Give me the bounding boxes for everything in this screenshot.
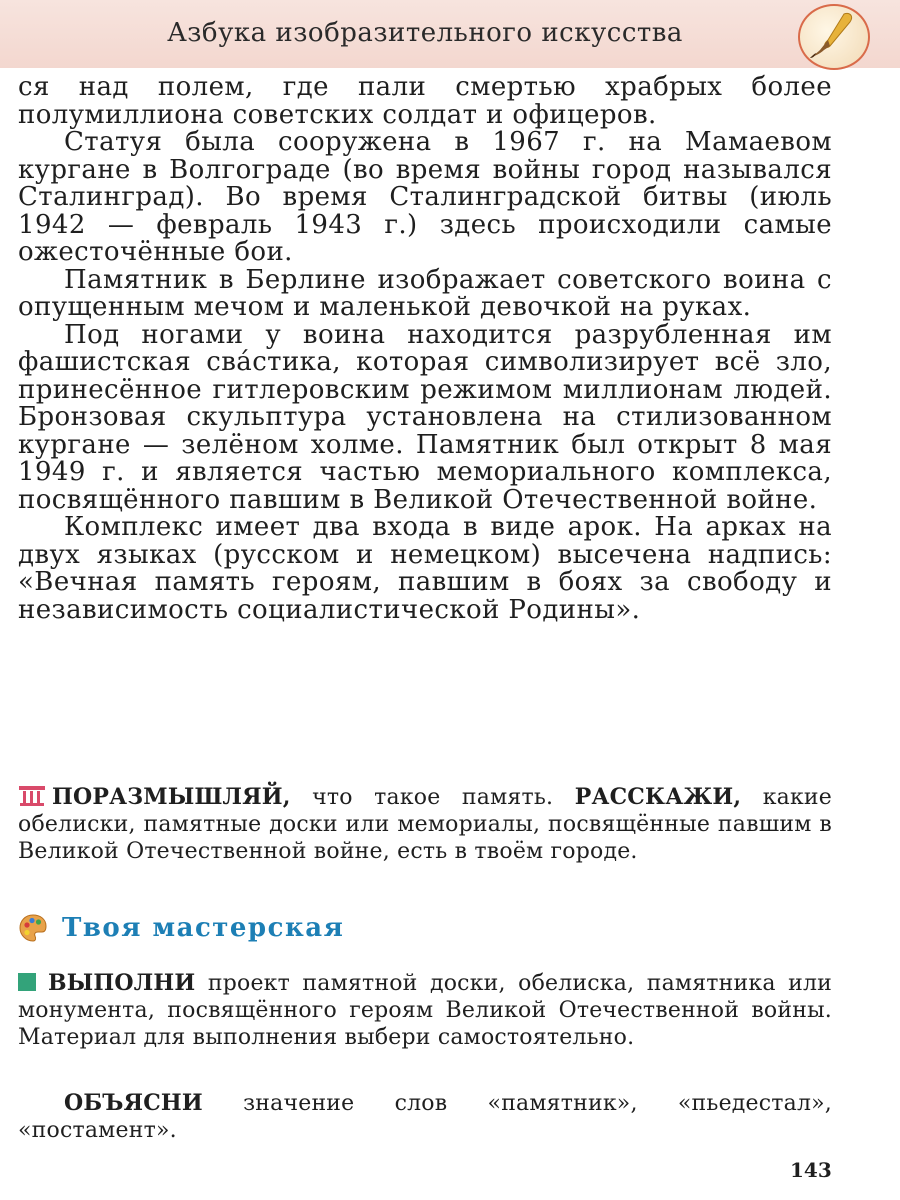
green-square-icon <box>18 973 36 991</box>
paragraph: Под ногами у воина находится разрубленная им фашистская сва́стика, которая символизирует всё зло, принесённое гитлеровским режимом миллионам людей. Бронзовая скульптура установлена на стилизованном кургане — зелёном холме. Памятник был открыт 8 мая 1949 г. и является частью мемориального комплекса, посвящённого павшим в Великой Отечественной войне. <box>18 319 832 515</box>
explain-text: значение слов «памятник», «пьедестал», «постамент». <box>18 1091 832 1143</box>
palette-icon <box>18 913 48 943</box>
workshop-title: Твоя мастерская <box>62 913 345 943</box>
explain-lead: ОБЪЯСНИ <box>64 1090 203 1116</box>
paragraph: Комплекс имеет два входа в виде арок. На арках на двух языках (русском и немецком) высечена надпись: «Вечная память героям, павшим в боях за свободу и независимость социалистической Родины». <box>18 512 832 625</box>
paragraph: Памятник в Берлине изображает советского воина с опущенным мечом и маленькой девочкой на руках. <box>18 264 832 322</box>
think-lead: ПОРАЗМЫШЛЯЙ, <box>52 784 291 810</box>
think-text: что такое память. <box>290 785 575 810</box>
tell-text: какие обелиски, памятные доски или мемориалы, посвящённые павшим в Великой Отечественной войне, есть в твоём городе. <box>18 785 832 864</box>
header-title: Азбука изобразительного искусства <box>167 18 683 48</box>
main-text <box>18 74 832 624</box>
explain-block <box>18 1090 832 1144</box>
column-icon <box>18 785 46 807</box>
task-lead: ВЫПОЛНИ <box>48 970 196 996</box>
paragraph: Статуя была сооружена в 1967 г. на Мамаевом кургане в Волгограде (во время войны город назывался Сталинград). Во время Сталинградской битвы (июль 1942 — февраль 1943 г.) здесь происходили самые ожесточённые бои. <box>18 127 832 267</box>
paintbrush-icon <box>798 4 870 70</box>
paragraph: ся над полем, где пали смертью храбрых более полумиллиона советских солдат и офицеров. <box>18 72 832 130</box>
page-number: 143 <box>790 1158 832 1182</box>
task-text: проект памятной доски, обелиска, памятника или монумента, посвящённого героям Великой Отечественной войны. Материал для выполнения выбери самостоятельно. <box>18 971 832 1050</box>
page-header <box>0 0 900 68</box>
workshop-heading <box>18 908 344 948</box>
think-block <box>18 784 832 865</box>
tell-lead: РАССКАЖИ, <box>574 784 742 810</box>
task-block <box>18 970 832 1051</box>
